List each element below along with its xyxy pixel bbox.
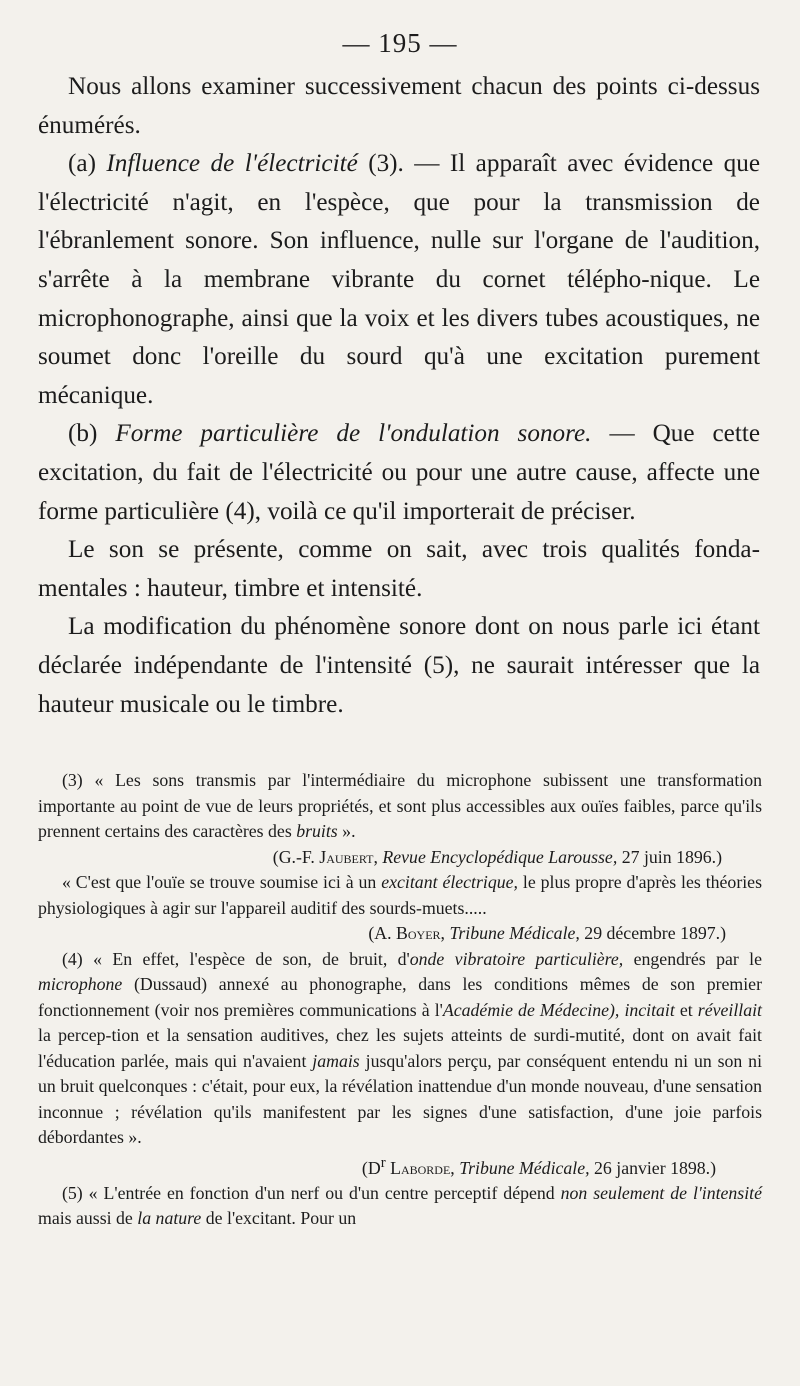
footnote-3-source-2	[38, 921, 762, 947]
heading-b: Forme particulière de l'ondulation sonore.	[115, 420, 592, 448]
footnote-3-end: ».	[342, 821, 356, 841]
footnote-5-part: mais aussi de	[38, 1208, 133, 1229]
footnote-5	[38, 1181, 762, 1232]
source-prefix: (G.-F.	[272, 846, 315, 867]
source-superscript: r	[380, 1154, 386, 1171]
paragraph-qualities: Le son se présente, comme on sait, avec trois qualités fonda-mentales : hauteur, timbre et intensité.	[38, 536, 760, 602]
footnote-4-part: et	[679, 999, 693, 1020]
footnote-5-emphasis: non seulement de l'intensité	[560, 1182, 763, 1203]
source-title: Tribune Médicale,	[449, 923, 580, 943]
quote-2-start: « C'est que l'ouïe se trouve soumise ici à un	[62, 872, 377, 892]
footnote-4-emphasis: jamais	[312, 1050, 360, 1071]
heading-a: Influence de l'électricité	[106, 150, 358, 178]
page-number: — 195 —	[342, 28, 458, 58]
paragraph-b	[38, 415, 760, 531]
footnote-4-part: jusqu'alors perçu, par conséquent entendu ni un son ni un bruit quelconques : c'était, pour eux, la révélation inattendue d'un monde nouveau, d'une sensation inconnue ; révélation qu'ils manifestent par les signes d'une satisfaction, d'une joie parfois débordantes ».	[38, 1050, 763, 1147]
paragraph-b-text: — Que cette excitation, du fait de l'électricité ou pour une autre cause, affecte une forme particulière (4), voilà ce qu'il importerait de préciser.	[38, 420, 761, 525]
source-author: Boyer,	[396, 923, 446, 943]
footnote-5-emphasis: la nature	[137, 1208, 202, 1229]
quote-2-end: le plus propre d'après les théories physiologiques à agir sur l'appareil auditif des sourds-muets.....	[38, 872, 762, 918]
footnote-4-emphasis: incitait	[624, 999, 675, 1020]
paragraph-a-text: — Il apparaît avec évidence que l'électricité n'agit, en l'espèce, que pour la transmission de l'ébranlement sonore. Son influence, nulle sur l'organe de l'audition, s'arrête à la membrane vibrante du cornet télépho-nique. Le microphonographe, ainsi que la voix et les divers tubes acoustiques, ne soumet donc l'oreille du sourd qu'à une excitation purement mécanique.	[38, 150, 761, 409]
source-prefix: (D	[361, 1157, 381, 1178]
paragraph-a	[38, 145, 760, 415]
label-a: (a)	[68, 150, 96, 178]
footnote-4-part: engendrés par le	[633, 948, 762, 969]
footnote-3-quote-2	[38, 870, 762, 921]
paragraph-intro: Nous allons examiner successivement chacun des points ci-dessus énumérés.	[38, 73, 760, 139]
footnote-3-emphasis: bruits	[296, 821, 338, 841]
footnote-4-emphasis: Académie de Médecine),	[442, 999, 620, 1020]
source-date: 29 décembre 1897.)	[584, 923, 726, 943]
source-title: Tribune Médicale,	[459, 1157, 590, 1178]
footnote-4-part: la percep-tion et la sensation auditives, chez les sujets atteints de surdi-mutité, dont on avait fait l'éducation parlée, mais qui n'avaient	[38, 1025, 762, 1071]
footnote-4-emphasis: onde vibratoire particulière,	[409, 948, 624, 969]
quote-2-emphasis: excitant électrique,	[381, 872, 518, 892]
source-title: Revue Encyclopédique Larousse,	[382, 846, 618, 867]
footnote-3-text: (3) « Les sons transmis par l'intermédiaire du microphone subissent une transformation importante au point de vue de leurs propriétés, et sont plus accessibles aux ouïes faibles, parce qu'ils prennent certains des caractères des	[38, 770, 762, 841]
footnote-5-part: (5) « L'entrée en fonction d'un nerf ou d'un centre perceptif dépend	[62, 1182, 555, 1203]
footnote-4-emphasis: microphone	[38, 974, 123, 994]
footnote-4-part: (Dussaud) annexé au phonographe, dans les conditions mêmes de son premier fonctionnement (voir nos premières communications à l'	[38, 974, 762, 1020]
footnote-4-emphasis: réveillait	[697, 999, 762, 1020]
source-date: 27 juin 1896.)	[621, 846, 722, 867]
footnote-3-source	[38, 845, 762, 871]
label-b: (b)	[68, 420, 98, 448]
main-text	[38, 68, 760, 724]
footnote-4	[38, 947, 762, 1151]
source-date: 26 janvier 1898.)	[594, 1157, 716, 1178]
footnote-4-part: (4) « En effet, l'espèce de son, de bruit, d'	[62, 948, 410, 969]
source-author: Jaubert,	[319, 846, 378, 867]
footnote-3	[38, 768, 762, 845]
ref-3: (3).	[368, 150, 404, 178]
source-author: Laborde,	[390, 1157, 455, 1178]
paragraph-modification: La modification du phénomène sonore dont on nous parle ici étant déclarée indépendante de l'intensité (5), ne saurait intéresser que la hauteur musicale ou le timbre.	[38, 613, 760, 718]
footnote-5-part: de l'excitant. Pour un	[205, 1208, 357, 1229]
footnote-4-source	[38, 1151, 762, 1181]
source-prefix: (A.	[368, 923, 392, 943]
footnotes	[38, 768, 762, 1232]
